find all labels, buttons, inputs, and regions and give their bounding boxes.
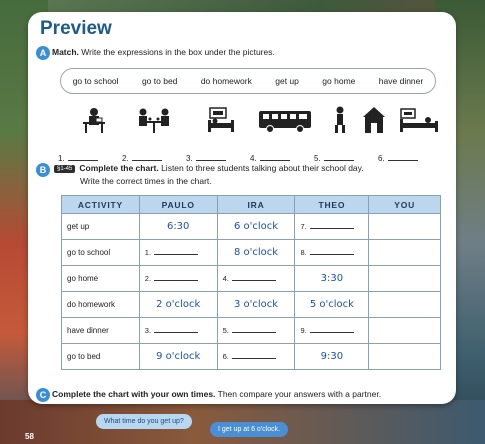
expression-word-box [60,68,436,94]
activity-cell: go home [62,266,140,292]
bed-alarm-icon [206,106,236,134]
blank-number: 4. [222,274,229,283]
theo-blank[interactable] [295,318,369,344]
you-cell[interactable] [369,318,441,344]
you-cell[interactable] [369,292,441,318]
page-title: Preview [40,18,112,39]
ira-blank[interactable] [217,318,295,344]
you-cell[interactable] [369,344,441,370]
question-speech-bubble: What time do you get up? [96,414,192,429]
theo-time: 5 o'clock [295,292,369,318]
walking-person-icon [332,106,348,134]
table-row [62,318,441,344]
match-blank-2[interactable] [122,154,162,163]
blank-number: 9. [300,326,307,335]
house-icon [362,106,386,134]
paulo-time: 6:30 [139,214,217,240]
match-blank-1-number: 1. [58,154,65,163]
blank-number: 6. [222,352,229,361]
activity-cell: get up [62,214,140,240]
section-a-badge: A [36,46,50,60]
ira-blank[interactable] [217,266,295,292]
preview-panel [28,12,456,404]
theo-blank[interactable] [295,214,369,240]
you-cell[interactable] [369,214,441,240]
match-blank-5[interactable] [314,154,354,163]
match-blank-5-number: 5. [314,154,321,163]
blank-number: 7. [300,222,307,231]
times-chart [61,195,441,370]
section-c-instruction [52,389,381,399]
word-have-dinner[interactable]: have dinner [378,76,424,86]
section-b-instruction-rest: Listen to three students talking about their school day. [158,163,364,173]
section-c-instruction-rest: Then compare your answers with a partner. [215,389,382,399]
table-row [62,240,441,266]
page-number: 58 [25,432,34,441]
section-c-badge: C [36,388,50,402]
picture-row [58,106,448,150]
table-row [62,266,441,292]
match-blank-2-number: 2. [122,154,129,163]
header-you: YOU [369,196,441,214]
header-theo: THEO [295,196,369,214]
section-b-instruction-bold: Complete the chart. [79,163,159,173]
match-blank-4[interactable] [250,154,290,163]
paulo-blank[interactable] [139,240,217,266]
section-a-instruction [52,47,275,57]
ira-time: 6 o'clock [217,214,295,240]
blank-number: 2. [144,274,152,283]
activity-cell: go to school [62,240,140,266]
match-blank-4-number: 4. [250,154,257,163]
you-cell[interactable] [369,240,441,266]
desk-study-icon [82,106,106,134]
match-blank-1[interactable] [58,154,98,163]
paulo-blank[interactable] [139,318,217,344]
ira-blank[interactable] [217,344,295,370]
theo-blank[interactable] [295,240,369,266]
activity-cell: have dinner [62,318,140,344]
word-go-to-school[interactable]: go to school [72,76,119,86]
audio-track-tag[interactable]: §1-45 [54,165,75,173]
match-blank-3[interactable] [186,154,226,163]
match-blank-6[interactable] [378,154,418,163]
table-row [62,292,441,318]
match-blank-6-number: 6. [378,154,385,163]
word-get-up[interactable]: get up [275,76,299,86]
paulo-time: 9 o'clock [139,344,217,370]
section-b-badge: B [36,163,50,177]
section-b-instruction [54,163,364,173]
ira-time: 8 o'clock [217,240,295,266]
section-c-instruction-bold: Complete the chart with your own times. [52,389,216,399]
table-row [62,344,441,370]
you-cell[interactable] [369,266,441,292]
family-dinner-icon [136,106,172,134]
header-paulo: PAULO [139,196,217,214]
blank-number: 3. [144,326,152,335]
theo-time: 9:30 [295,344,369,370]
answer-speech-bubble: I get up at 6 o'clock. [210,422,288,437]
word-do-homework[interactable]: do homework [200,76,252,86]
sleeping-bed-icon [398,106,440,134]
blank-number: 5. [222,326,229,335]
activity-cell: go to bed [62,344,140,370]
school-bus-icon [258,106,312,134]
blank-number: 1. [144,248,152,257]
chart-header-row [62,196,441,214]
theo-time: 3:30 [295,266,369,292]
table-row [62,214,441,240]
paulo-time: 2 o'clock [139,292,217,318]
blank-number: 8. [300,248,307,257]
match-blank-3-number: 3. [186,154,193,163]
activity-cell: do homework [62,292,140,318]
ira-time: 3 o'clock [217,292,295,318]
word-go-to-bed[interactable]: go to bed [141,76,178,86]
word-go-home[interactable]: go home [322,76,356,86]
header-activity: ACTIVITY [62,196,140,214]
header-ira: IRA [217,196,295,214]
section-a-instruction-bold: Match. [52,47,79,57]
section-b-instruction-line2: Write the correct times in the chart. [80,176,212,186]
section-a-instruction-rest: Write the expressions in the box under the pictures. [78,47,275,57]
paulo-blank[interactable] [139,266,217,292]
